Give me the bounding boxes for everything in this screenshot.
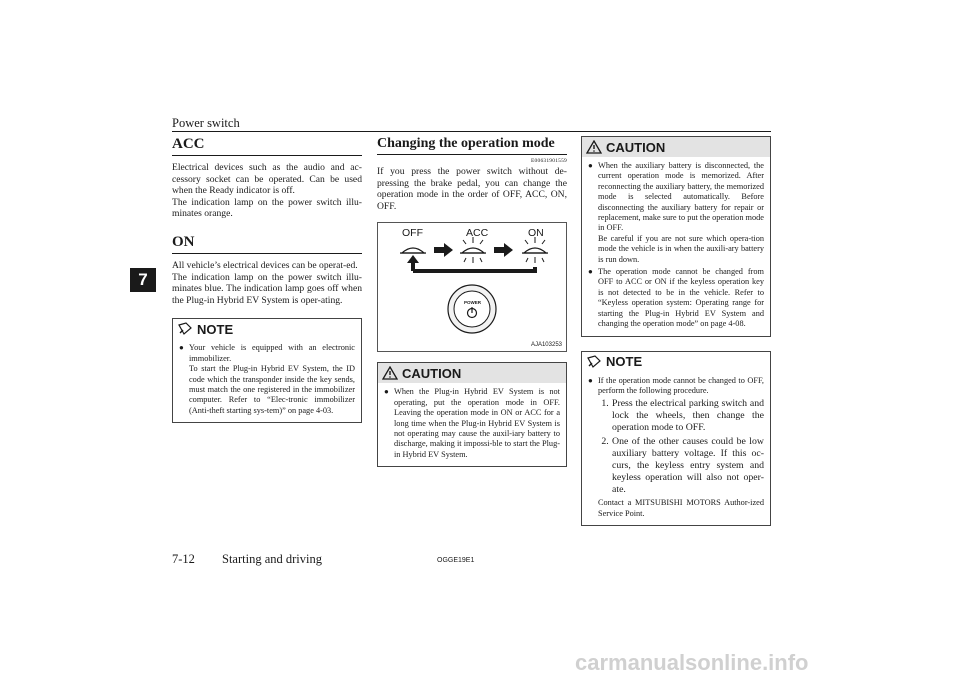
column-middle xyxy=(377,134,567,467)
running-header: Power switch xyxy=(172,116,240,130)
operation-mode-figure xyxy=(377,222,567,352)
note-title: NOTE xyxy=(606,354,643,369)
note-bullet xyxy=(179,343,355,416)
caution-header xyxy=(582,137,770,157)
figure-code: AJA103253 xyxy=(530,342,562,349)
page-number: 7-12 xyxy=(172,552,195,566)
step-1 xyxy=(598,398,764,434)
step-number: 2. xyxy=(601,436,609,448)
step-text: One of the other causes could be low auxiliary battery voltage. If this oc-curs, the keyless entry system and keyless operation will also not oper-ate. xyxy=(612,436,764,496)
warning-triangle-icon xyxy=(382,366,398,380)
note-text: If the operation mode cannot be changed to OFF, perform the following procedure. xyxy=(598,375,764,395)
figure-label-off: OFF xyxy=(402,227,423,240)
heading-on: ON xyxy=(172,232,362,254)
acc-paragraph-2: The indication lamp on the power switch illu-minates orange. xyxy=(172,196,362,220)
chapter-tab: 7 xyxy=(130,268,156,292)
caution-title: CAUTION xyxy=(606,139,666,155)
on-paragraph-1: All vehicle’s electrical devices can be operat-ed. xyxy=(172,259,358,271)
note-title: NOTE xyxy=(197,321,234,337)
note-icon xyxy=(586,355,602,369)
section-code: E00631901559 xyxy=(530,158,567,164)
section-title: Changing the operation mode xyxy=(377,134,567,155)
caution-text-1b: Be careful if you are not sure which opera-tion mode the vehicle is in when the auxili-ary battery is run down. xyxy=(598,233,764,264)
footer-section: Starting and driving xyxy=(222,552,322,566)
note-header xyxy=(173,319,361,339)
bullet-icon: ● xyxy=(179,343,184,353)
caution-text-1a: When the auxiliary battery is disconnected, the current operation mode is memorized. After reconnecting the auxiliary battery, the memorized mode is selected automatically. Before disconnecting the auxiliary battery for repair or replacement, make sure to put the operation mode in OFF. xyxy=(598,161,764,233)
step-2 xyxy=(598,436,764,496)
caution-bullet xyxy=(384,387,560,460)
bullet-icon: ● xyxy=(588,375,593,385)
header-rule xyxy=(172,131,771,132)
step-text: Press the electrical parking switch and lock the wheels, then change the operation mode to OFF. xyxy=(612,398,764,434)
heading-acc: ACC xyxy=(172,134,362,156)
note-box-immobilizer xyxy=(172,318,362,423)
column-right xyxy=(581,136,771,526)
figure-label-on: ON xyxy=(528,227,544,240)
figure-label-acc: ACC xyxy=(466,227,489,240)
bullet-icon: ● xyxy=(384,387,389,397)
note-text-2: To start the Plug-in Hybrid EV System, the ID code which the transponder inside the key sends, must match the one registered in the immobilizer computer. Refer to “Elec-tronic immobilizer (Anti-theft starting sys-tem)” on page 4-03. xyxy=(189,364,355,415)
note-icon xyxy=(177,322,193,336)
watermark: carmanualsonline.info xyxy=(575,650,809,675)
acc-paragraph-1: Electrical devices such as the audio and ac-cessory socket can be operated. Can be used when the Ready indicator is off. xyxy=(172,162,362,197)
caution-text: When the Plug-in Hybrid EV System is not operating, put the operation mode in OFF. Leaving the operation mode in ON or ACC for a long time when the Plug-in Hybrid EV System is not operating may cause the auxil-iary battery to discharge, making it impossi-ble to start the Plug-in Hybrid EV System. xyxy=(394,387,560,459)
on-paragraph-2: The indication lamp on the power switch illu-minates blue. The indication lamp goes off when the Plug-in Hybrid EV System is oper-ating. xyxy=(172,271,362,306)
note-header xyxy=(582,352,770,372)
bullet-icon: ● xyxy=(588,161,593,170)
switch-label: POWER xyxy=(464,300,482,306)
note-bullet xyxy=(588,376,764,520)
caution-bullet-2 xyxy=(588,267,764,329)
note-box-right xyxy=(581,351,771,527)
step-number: 1. xyxy=(601,398,609,410)
caution-title: CAUTION xyxy=(402,365,462,381)
operation-mode-paragraph: If you press the power switch without de-pressing the brake pedal, you can change the operation mode in the order of OFF, ACC, ON, OFF. xyxy=(377,166,567,212)
footer-code: OGGE19E1 xyxy=(437,557,475,564)
caution-text-2: The operation mode cannot be changed from OFF to ACC or ON if the keyless operation key is not detected to be in the vehicle. Refer to “Keyless operation system: Operating range for starting the Plug-in Hybrid EV System and changing the operation mode” on page 4-08. xyxy=(598,267,764,329)
caution-bullet-1 xyxy=(588,161,764,265)
column-left xyxy=(172,134,362,423)
warning-triangle-icon xyxy=(586,140,602,154)
caution-box-right xyxy=(581,136,771,337)
bullet-icon: ● xyxy=(588,267,593,277)
note-text-1: Your vehicle is equipped with an electronic immobilizer. xyxy=(189,343,355,363)
contact-text: Contact a MITSUBISHI MOTORS Author-ized Service Point. xyxy=(598,498,764,518)
caution-box-middle xyxy=(377,362,567,467)
mode-diagram-icon xyxy=(378,223,566,351)
caution-header xyxy=(378,363,566,383)
